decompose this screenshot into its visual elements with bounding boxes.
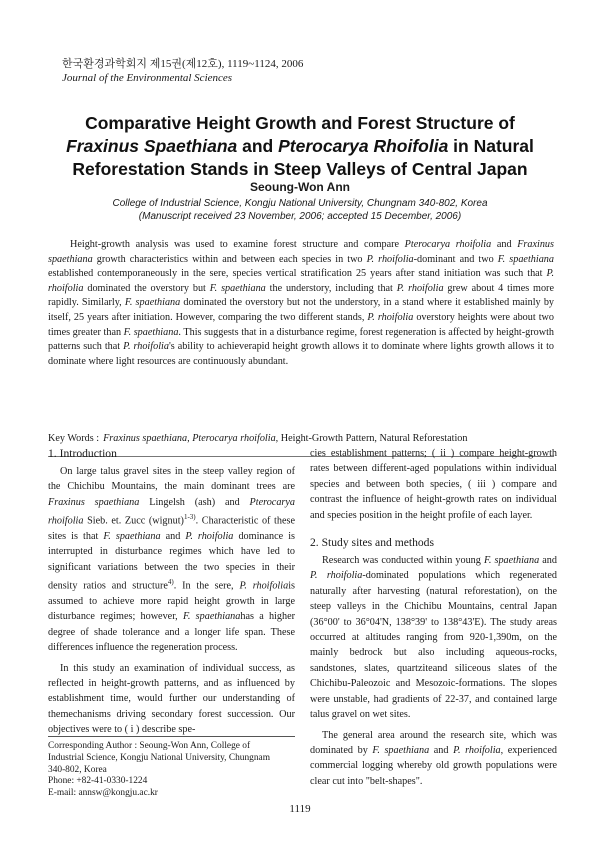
abstract-species: P. rhoifolia bbox=[48, 268, 554, 294]
body-text: . In the sere, bbox=[173, 580, 240, 592]
intro-paragraph-1 bbox=[48, 464, 295, 656]
species-name: P. rhoifolia bbox=[239, 580, 289, 592]
body-text: Research was conducted within young bbox=[322, 555, 484, 567]
footnote-line: Corresponding Author : Seoung-Won Ann, College of bbox=[48, 741, 251, 751]
footnote-divider bbox=[48, 736, 295, 737]
footnote-email: E-mail: annsw@kongju.ac.kr bbox=[48, 788, 158, 799]
body-text: -dominated populations which regenerated naturally after harvesting (natural reforestation), on the steep valleys in the Chichibu Mountains, central Japan (36°00' to 36°04'N, 138°39' to 138°43'E). The study areas occurred at altitudes ranging from 920-1,390m, on the mainly bedrock but also including aqueous-rocks, sandstones, slates, quartziteand siliceous slates of the Chichibu-Paleozoic and Mesozoic-formations. The slopes were unstable, had gradients of 22-37, and contained large talus gravel on wet sites. bbox=[310, 570, 558, 721]
body-text: and bbox=[429, 744, 454, 756]
species-name: F. spaethiana bbox=[103, 531, 161, 543]
abstract-text: -dominant and two bbox=[413, 253, 498, 265]
body-text: has a higher degree of shade tolerance and a longer life span. These differences influence the regeneration process. bbox=[48, 611, 295, 654]
body-text: dominance is interrupted in disturbance regimes which have led to significant variations between the two species in their density ratios and structure bbox=[48, 531, 296, 592]
abstract-text: the understory, including that bbox=[265, 282, 397, 294]
species-name: P. rhoifolia bbox=[185, 531, 234, 543]
abstract-text: . This suggests that in a disturbance regime, forest regeneration is affected by height-growth patterns such that bbox=[48, 326, 554, 353]
keywords-terms: Height-Growth Pattern, Natural Reforestation bbox=[278, 433, 468, 444]
abstract-species: P. rhoifolia bbox=[396, 282, 444, 294]
footnote-phone: Phone: +82-41-0330-1224 bbox=[48, 776, 148, 787]
species-name: F. spaethiana bbox=[182, 611, 241, 623]
abstract-text: grew about 4 times more rapidly. Similarly, bbox=[48, 282, 554, 309]
title-species-2: Pterocarya Rhoifolia bbox=[278, 136, 449, 156]
footnote-line: Industrial Science, Kongju National University, Chungnam bbox=[48, 752, 271, 763]
abstract-text: growth characteristics within and between each species in two bbox=[92, 253, 367, 265]
paper-title bbox=[60, 112, 540, 181]
species-name: Fraxinus spaethiana bbox=[48, 496, 140, 508]
body-text: The general area around the research site, which was dominated by bbox=[310, 729, 557, 756]
page-number: 1119 bbox=[289, 803, 311, 815]
abstract-species: F. spaethiana bbox=[124, 297, 181, 309]
species-name: Pterocarya rhoifolia bbox=[48, 496, 295, 527]
body-text: and bbox=[539, 555, 557, 567]
abstract-species: P. rhoifolia bbox=[366, 253, 414, 265]
abstract-species: P. rhoifolia bbox=[367, 311, 414, 323]
abstract-species: Pterocarya rhoifolia bbox=[404, 239, 492, 250]
abstract-species: F. spaethiana bbox=[123, 326, 179, 338]
title-line-1: Comparative Height Growth and Forest Structure of bbox=[85, 113, 515, 133]
methods-paragraph-1 bbox=[310, 553, 557, 722]
reference-superscript: 4) bbox=[167, 578, 174, 587]
abstract-text: dominated the overstory but not the understory, in a stand where it established mainly by itself, 25 years after initiation. However, comparing the two different stands, bbox=[48, 297, 555, 323]
species-name: F. spaethiana bbox=[483, 555, 540, 567]
keywords-species: Fraxinus spaethiana, Pterocarya rhoifolia, bbox=[103, 433, 279, 444]
objectives-continued: cies establishment patterns; ( ii ) compare height-growth rates between different-aged populations within individual species and between both species, ( iii ) compare and contrast the influence of height-growth rates on individual and species position in the height profile of each layer. bbox=[310, 448, 557, 521]
title-line-3: Reforestation Stands in Steep Valleys of Central Japan bbox=[72, 159, 528, 179]
corresponding-author-footnote bbox=[48, 741, 298, 800]
affiliation: College of Industrial Science, Kongju National University, Chungnam 340-802, Korea bbox=[112, 198, 488, 209]
keywords bbox=[48, 432, 554, 446]
section-heading-introduction: 1. Introduction bbox=[48, 447, 117, 460]
abstract bbox=[48, 238, 554, 369]
reference-superscript: 1-3) bbox=[183, 513, 196, 522]
body-text: , experienced commercial logging whereby old growth populations were clear cut into "belt-shapes". bbox=[310, 744, 557, 787]
journal-name-english: Journal of the Environmental Sciences bbox=[62, 72, 233, 84]
body-text: and bbox=[160, 531, 186, 543]
abstract-text: Height-growth analysis was used to examine forest structure and compare bbox=[70, 239, 405, 250]
intro-paragraph-2: In this study an examination of individual success, as reflected in height-growth patterns, and as influenced by establishment time, would further our understanding of themechanisms driving secondary forest succession. Our objectives were to ( i ) describe spe- bbox=[48, 662, 295, 736]
journal-citation-korean: 한국환경과학회지 제15권(제12호), 1119~1124, 2006 bbox=[62, 58, 304, 70]
title-line-2-rest: in Natural bbox=[448, 136, 534, 156]
body-text: . Characteristic of these sites is that bbox=[48, 515, 295, 543]
journal-header bbox=[62, 57, 303, 85]
abstract-text: established contemporaneously in the sere, species vertical stratification 25 years after stand initiation was such that bbox=[48, 268, 547, 280]
title-line-2 bbox=[60, 135, 540, 158]
body-text: On large talus gravel sites in the steep valley region of the Chichibu Mountains, the main dominant trees are bbox=[48, 466, 295, 493]
keywords-label: Key Words : bbox=[48, 433, 100, 444]
methods-paragraph-2 bbox=[310, 728, 557, 790]
abstract-text: dominated the overstory but bbox=[83, 282, 210, 294]
species-name: P. rhoifolia bbox=[310, 570, 363, 582]
abstract-text: overstory heights were about two times greater than bbox=[48, 311, 554, 338]
body-text: is assumed to achieve more rapid height growth in large disturbance regimes; however, bbox=[48, 580, 295, 623]
manuscript-dates: (Manuscript received 23 November, 2006; accepted 15 December, 2006) bbox=[138, 211, 462, 222]
species-name: F. spaethiana bbox=[372, 744, 430, 756]
right-column bbox=[310, 446, 557, 789]
title-species-1: Fraxinus Spaethiana bbox=[66, 136, 238, 156]
paragraph-gap bbox=[310, 523, 557, 535]
abstract-text: 's ability to achieverapid height growth allows it to dominate where lights growth allows it to dominate where light resources are continuously abundant. bbox=[48, 341, 554, 367]
body-text: Lingelsh (ash) and bbox=[139, 496, 250, 508]
abstract-species: F. spaethiana bbox=[209, 282, 266, 294]
abstract-species: P. rhoifolia bbox=[123, 341, 169, 353]
abstract-text: and bbox=[491, 239, 518, 250]
section-heading-study-sites: 2. Study sites and methods bbox=[310, 536, 434, 550]
author-affiliation-block bbox=[0, 197, 600, 223]
body-text: Sieb. et. Zucc (wignut) bbox=[83, 515, 184, 527]
left-column bbox=[48, 446, 295, 738]
abstract-species: Fraxinus spaethiana bbox=[48, 239, 554, 265]
species-name: P. rhoifolia bbox=[453, 744, 501, 756]
author-name: Seoung-Won Ann bbox=[250, 180, 350, 194]
abstract-species: F. spaethiana bbox=[497, 253, 554, 265]
title-and: and bbox=[237, 136, 279, 156]
footnote-line: 340-802, Korea bbox=[48, 764, 107, 775]
